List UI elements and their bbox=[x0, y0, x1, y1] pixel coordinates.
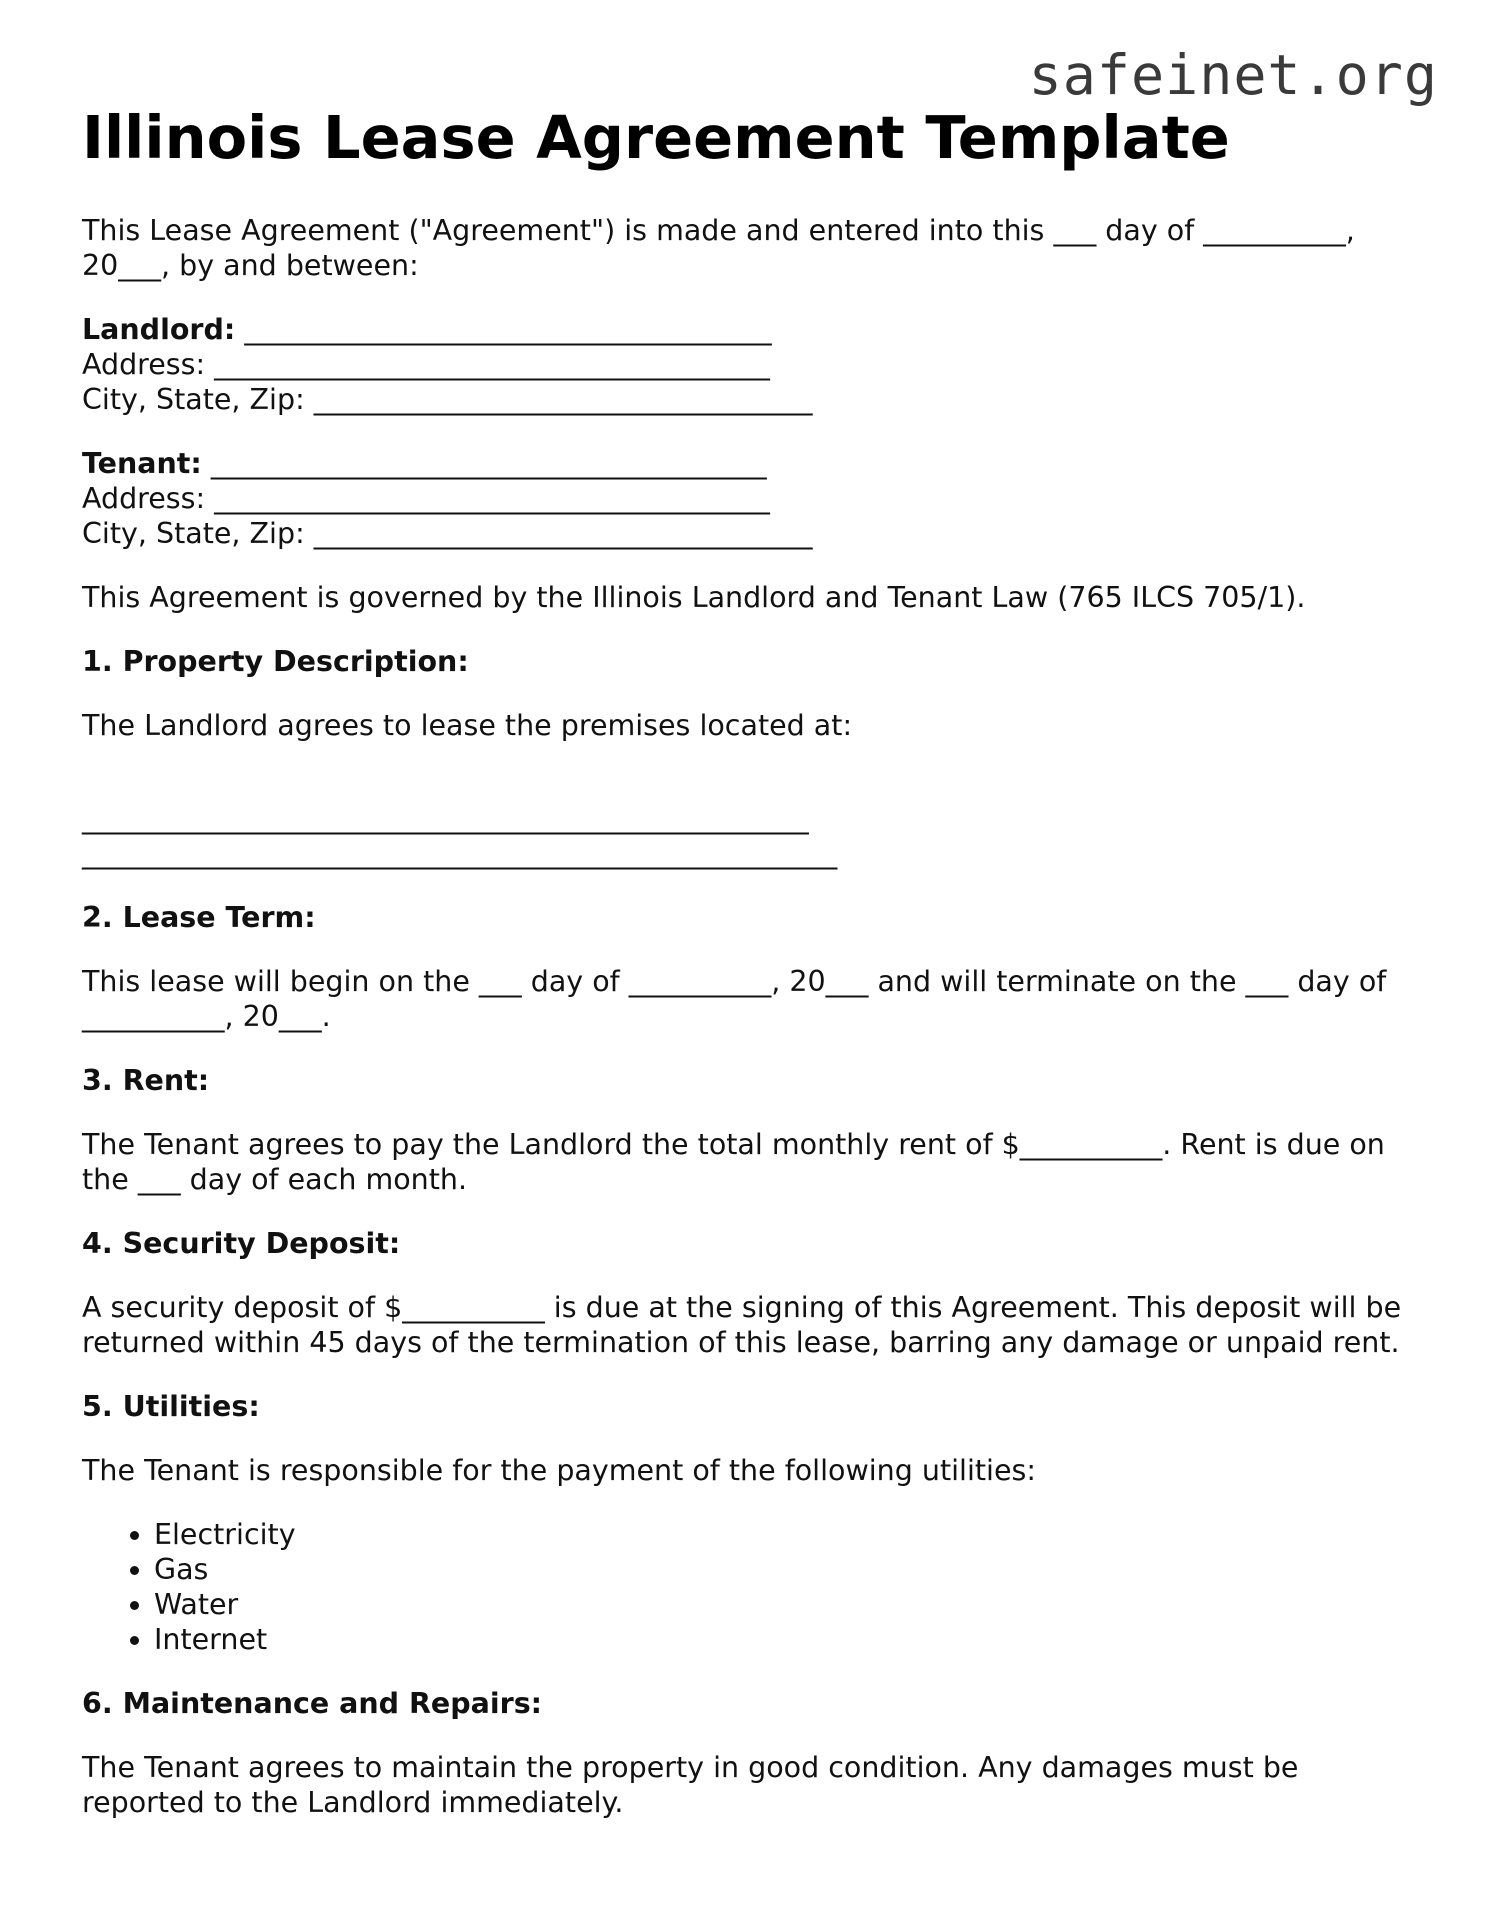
spacer bbox=[82, 772, 1422, 801]
landlord-name-row bbox=[82, 312, 1422, 347]
section-body-maintenance: The Tenant agrees to maintain the property in good condition. Any damages must be reported to the Landlord immediately. bbox=[82, 1751, 1299, 1819]
governing-law-paragraph: This Agreement is governed by the Illinois Landlord and Tenant Law (765 ILCS 705/1). bbox=[82, 581, 1306, 614]
landlord-city-row: City, State, Zip: ___________________________________ bbox=[82, 383, 813, 416]
section-body-deposit: A security deposit of $__________ is due at the signing of this Agreement. This deposit will be returned within 45 days of the termination of this lease, barring any damage or unpaid rent. bbox=[82, 1291, 1402, 1359]
landlord-name-blank: _____________________________________ bbox=[235, 313, 772, 346]
section-heading-deposit: 4. Security Deposit: bbox=[82, 1227, 401, 1260]
section-heading-term: 2. Lease Term: bbox=[82, 901, 316, 934]
section-body-utilities: The Tenant is responsible for the payment of the following utilities: bbox=[82, 1454, 1036, 1487]
list-item: • Water bbox=[154, 1587, 1422, 1622]
section-heading-maintenance: 6. Maintenance and Repairs: bbox=[82, 1687, 543, 1720]
tenant-name-row bbox=[82, 446, 1422, 481]
utilities-list bbox=[82, 1517, 1422, 1657]
property-address-line-1: ___________________________________________________ bbox=[82, 802, 809, 835]
tenant-city-row: City, State, Zip: ___________________________________ bbox=[82, 517, 813, 550]
landlord-address-row: Address: _______________________________________ bbox=[82, 348, 770, 381]
list-item: • Gas bbox=[154, 1552, 1422, 1587]
tenant-block bbox=[82, 446, 1422, 551]
tenant-label: Tenant: bbox=[82, 447, 202, 480]
section-body-term: This lease will begin on the ___ day of __________, 20___ and will terminate on the ___ day of __________, 20___. bbox=[82, 965, 1387, 1033]
list-item: • Internet bbox=[154, 1622, 1422, 1657]
page-title: Illinois Lease Agreement Template bbox=[82, 103, 1230, 172]
section-heading-utilities: 5. Utilities: bbox=[82, 1390, 260, 1423]
section-heading-rent: 3. Rent: bbox=[82, 1064, 210, 1097]
intro-paragraph: This Lease Agreement ("Agreement") is made and entered into this ___ day of __________, 20___, by and between: bbox=[82, 214, 1355, 282]
section-body-property: The Landlord agrees to lease the premises located at: bbox=[82, 709, 853, 742]
section-heading-property: 1. Property Description: bbox=[82, 645, 469, 678]
landlord-label: Landlord: bbox=[82, 313, 236, 346]
document-body bbox=[82, 213, 1422, 1849]
list-item: • Electricity bbox=[154, 1517, 1422, 1552]
landlord-block bbox=[82, 312, 1422, 417]
tenant-name-blank: _______________________________________ bbox=[201, 447, 767, 480]
tenant-address-row: Address: _______________________________________ bbox=[82, 482, 770, 515]
watermark-text: safeinet.org bbox=[1028, 43, 1438, 107]
property-address-line-2: _____________________________________________________ bbox=[82, 837, 838, 870]
section-body-rent: The Tenant agrees to pay the Landlord the total monthly rent of $__________. Rent is due on the ___ day of each month. bbox=[82, 1128, 1385, 1196]
